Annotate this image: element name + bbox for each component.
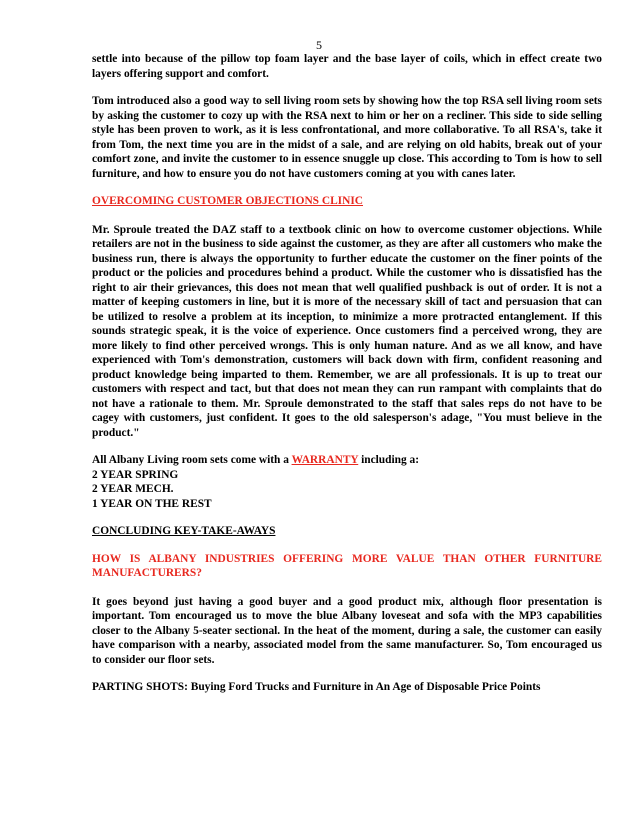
warranty-keyword: WARRANTY	[291, 454, 359, 466]
warranty-intro-text: All Albany Living room sets come with a	[92, 454, 292, 466]
page-number: 5	[316, 38, 322, 52]
warranty-section	[92, 453, 602, 511]
page-content	[92, 52, 602, 708]
heading-key-takeaways: CONCLUDING KEY-TAKE-AWAYS	[92, 525, 276, 537]
warranty-item-spring: 2 YEAR SPRING	[92, 468, 179, 481]
paragraph-floor-presentation: It goes beyond just having a good buyer and a good product mix, although floor presentation is important. Tom encouraged us to move the blue Albany loveseat and sofa with the MP3 capabilities closer to the Albany 5-seater sectional. In the heat of the moment, during a sale, the customer can easily have comparison with a nearby, associated model from the same manufacturer. So, Tom encouraged us to consider our floor sets.	[92, 595, 602, 666]
heading-overcoming-objections: OVERCOMING CUSTOMER OBJECTIONS CLINIC	[92, 195, 363, 207]
warranty-intro-line	[92, 453, 602, 468]
heading-albany-value: HOW IS ALBANY INDUSTRIES OFFERING MORE VALUE THAN OTHER FURNITURE MANUFACTURERS?	[92, 552, 602, 579]
paragraph-pillow-top: settle into because of the pillow top foam layer and the base layer of coils, which in effect create two layers offering support and comfort.	[92, 53, 602, 80]
warranty-suffix-text: including a:	[358, 454, 420, 466]
warranty-item-mech: 2 YEAR MECH.	[92, 483, 174, 495]
paragraph-objections-clinic: Mr. Sproule treated the DAZ staff to a textbook clinic on how to overcome customer objections. While retailers are not in the business to side against the customer, as they are after all customers who make the business run, there is always the opportunity to further educate the customer on the finer points of the product or the policies and procedures behind a product. While the customer who is dissatisfied has the right to air their grievances, this does not mean that well qualified pushback is out of order. It is not a matter of keeping customers in line, but it is more of the necessary skill of tact and persuasion that can be utilized to resolve a problem at its inception, to minimize a more protracted entanglement. If this sounds strategic speak, it is the voice of experience. Once customers find a perceived wrong, they are more likely to find other perceived wrongs. This is only human nature. And as we all know, and have experienced with Tom's demonstration, customers will back down with firm, confident reasoning and product knowledge being imparted to them. Remember, we are all professionals. It is up to treat our customers with respect and tact, but that does not mean they can run rampant with complaints that do not have a rationale to them. Mr. Sproule demonstrated to the staff that sales reps do not have to be cagey with customers, just confident. It goes to the old salesperson's adage, "You must believe in the product."	[92, 223, 602, 439]
warranty-item-rest: 1 YEAR ON THE REST	[92, 497, 212, 510]
paragraph-side-by-side-selling: Tom introduced also a good way to sell living room sets by showing how the top RSA sell living room sets by asking the customer to cozy up with the RSA next to him or her on a recliner. This side to side selling style has been proven to work, as it is less confrontational, and more collaborative. To all RSA's, take it from Tom, the next time you are in the midst of a sale, and are relying on old habits, break out of your comfort zone, and invite the customer to in essence snuggle up close. This according to Tom is how to sell furniture, and how to ensure you do not have customers coming at you with canes later.	[92, 95, 602, 180]
paragraph-parting-shots: PARTING SHOTS: Buying Ford Trucks and Furniture in An Age of Disposable Price Points	[92, 681, 541, 693]
